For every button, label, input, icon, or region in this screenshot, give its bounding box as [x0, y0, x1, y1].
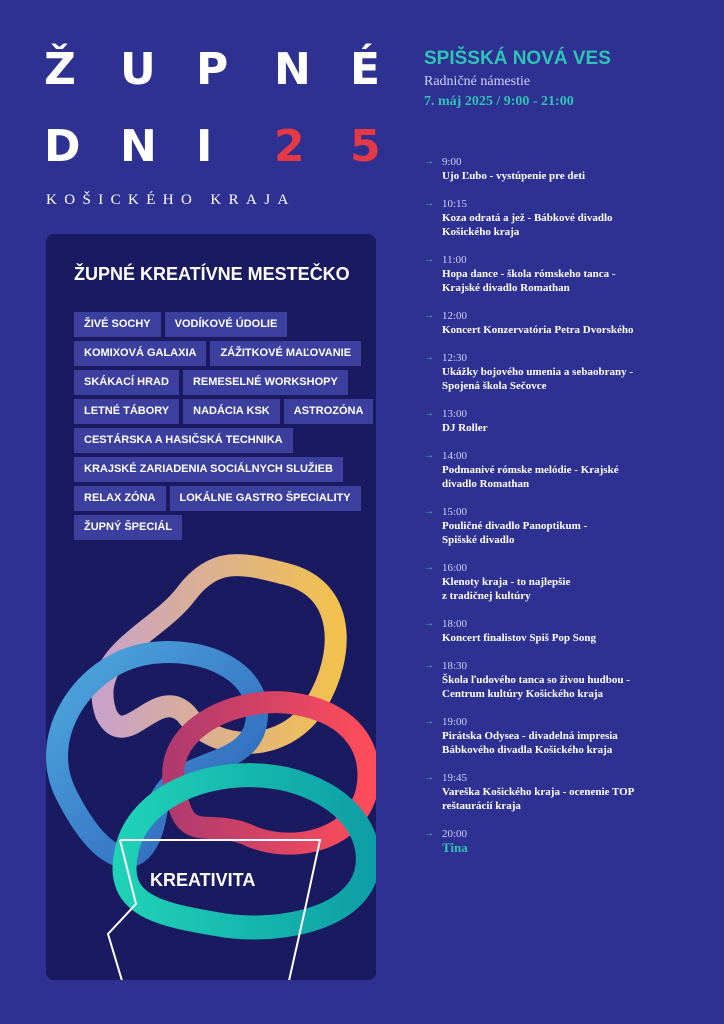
tag-row	[74, 312, 364, 337]
schedule-title: Spišské divadlo	[442, 534, 515, 546]
schedule-title: reštaurácií kraja	[442, 800, 521, 812]
tag-row	[74, 341, 364, 366]
schedule-title: Pouličné divadlo Panoptikum -	[442, 520, 588, 532]
schedule-item	[424, 505, 714, 547]
schedule-title: Krajské divadlo Romathan	[442, 282, 570, 294]
schedule-time: 16:00	[442, 562, 468, 574]
tag-row	[74, 428, 364, 453]
schedule-title: DJ Roller	[442, 422, 488, 434]
schedule-time: 20:00	[442, 828, 468, 840]
panel-title: ŽUPNÉ KREATÍVNE MESTEČKO	[74, 264, 350, 284]
festival-subtitle: KOŠICKÉHO KRAJA	[46, 192, 296, 208]
activity-tag: VODÍKOVÉ ÚDOLIE	[165, 312, 288, 337]
schedule-time: 19:00	[442, 716, 468, 728]
activity-tag: REMESELNÉ WORKSHOPY	[183, 370, 348, 395]
schedule-title: Košického kraja	[442, 226, 520, 238]
tag-row	[74, 515, 364, 540]
schedule-title: divadlo Romathan	[442, 478, 530, 490]
arrow-right-icon: →	[424, 618, 434, 629]
arrow-right-icon: →	[424, 310, 434, 321]
activity-tag: ŽUPNÝ ŠPECIÁL	[74, 515, 182, 540]
program-schedule	[424, 155, 714, 869]
event-date-time: 7. máj 2025 / 9:00 - 21:00	[424, 94, 574, 109]
schedule-item	[424, 827, 714, 855]
creativity-label: KREATIVITA	[150, 870, 256, 890]
activity-tag: RELAX ZÓNA	[74, 486, 166, 511]
activity-tag: SKÁKACÍ HRAD	[74, 370, 179, 395]
arrow-right-icon: →	[424, 772, 434, 783]
venue-name: Radničné námestie	[424, 74, 531, 89]
schedule-time: 10:15	[442, 198, 468, 210]
activity-tag: LOKÁLNE GASTRO ŠPECIALITY	[170, 486, 361, 511]
schedule-time: 19:45	[442, 772, 468, 784]
activity-tag: LETNÉ TÁBORY	[74, 399, 179, 424]
schedule-item	[424, 561, 714, 603]
arrow-right-icon: →	[424, 352, 434, 363]
schedule-title: Škola ľudového tanca so živou hudbou -	[442, 674, 630, 686]
city-name: SPIŠSKÁ NOVÁ VES	[424, 48, 611, 69]
schedule-time: 12:30	[442, 352, 468, 364]
schedule-title: Klenoty kraja - to najlepšie	[442, 576, 571, 588]
title-letter: N	[274, 44, 311, 95]
schedule-time: 18:00	[442, 618, 468, 630]
schedule-title: Koncert finalistov Spiš Pop Song	[442, 632, 597, 644]
creative-town-panel	[46, 234, 376, 980]
schedule-item	[424, 351, 714, 393]
schedule-title: Ukážky bojového umenia a sebaobrany -	[442, 366, 633, 378]
arrow-right-icon: →	[424, 506, 434, 517]
schedule-title: Vareška Košického kraja - ocenenie TOP	[442, 786, 635, 798]
schedule-time: 18:30	[442, 660, 468, 672]
arrow-right-icon: →	[424, 198, 434, 209]
title-letter: P	[196, 44, 229, 95]
tag-row	[74, 399, 364, 424]
activity-tag: ASTROZÓNA	[284, 399, 374, 424]
title-letter: D	[44, 121, 81, 172]
title-letter: N	[120, 121, 157, 172]
arrow-right-icon: →	[424, 450, 434, 461]
arrow-right-icon: →	[424, 254, 434, 265]
schedule-title: Koza odratá a jež - Bábkové divadlo	[442, 212, 613, 224]
schedule-item	[424, 659, 714, 701]
tag-row	[74, 486, 364, 511]
schedule-title: z tradičnej kultúry	[442, 590, 531, 602]
title-letter: I	[196, 121, 213, 172]
schedule-item	[424, 407, 714, 435]
activity-tag: KRAJSKÉ ZARIADENIA SOCIÁLNYCH SLUŽIEB	[74, 457, 343, 482]
arrow-right-icon: →	[424, 660, 434, 671]
schedule-time: 14:00	[442, 450, 468, 462]
title-year-digit: 2	[274, 121, 305, 172]
tag-row	[74, 370, 364, 395]
schedule-time: 15:00	[442, 506, 468, 518]
activity-tags	[74, 312, 364, 544]
schedule-time: 12:00	[442, 310, 468, 322]
schedule-time: 9:00	[442, 156, 462, 168]
arrow-right-icon: →	[424, 408, 434, 419]
arrow-right-icon: →	[424, 716, 434, 727]
schedule-title: Spojená škola Sečovce	[442, 380, 547, 392]
arrow-right-icon: →	[424, 828, 434, 839]
schedule-item	[424, 449, 714, 491]
schedule-title: Tina	[442, 840, 468, 855]
title-letter: Ž	[44, 44, 76, 95]
schedule-item	[424, 771, 714, 813]
tag-row	[74, 457, 364, 482]
title-letter: U	[120, 44, 156, 95]
schedule-item	[424, 617, 714, 645]
activity-tag: KOMIXOVÁ GALAXIA	[74, 341, 206, 366]
schedule-title: Pirátska Odysea - divadelná impresia	[442, 730, 618, 742]
activity-tag: NADÁCIA KSK	[183, 399, 280, 424]
schedule-title: Hopa dance - škola rómskeho tanca -	[442, 268, 616, 280]
schedule-title: Ujo Ľubo - vystúpenie pre deti	[442, 170, 586, 182]
schedule-item	[424, 309, 714, 337]
schedule-title: Podmanivé rómske melódie - Krajské	[442, 464, 619, 476]
schedule-title: Centrum kultúry Košického kraja	[442, 688, 604, 700]
schedule-item	[424, 253, 714, 295]
schedule-title: Bábkového divadla Košického kraja	[442, 744, 613, 756]
activity-tag: CESTÁRSKA A HASIČSKÁ TECHNIKA	[74, 428, 293, 453]
title-year-digit: 5	[350, 121, 381, 172]
schedule-item	[424, 155, 714, 183]
activity-tag: ZÁŽITKOVÉ MAĽOVANIE	[210, 341, 361, 366]
arrow-right-icon: →	[424, 562, 434, 573]
schedule-time: 13:00	[442, 408, 468, 420]
schedule-time: 11:00	[442, 254, 467, 266]
schedule-title: Koncert Konzervatória Petra Dvorského	[442, 324, 634, 336]
activity-tag: ŽIVÉ SOCHY	[74, 312, 161, 337]
title-letter: É	[350, 44, 381, 95]
arrow-right-icon: →	[424, 156, 434, 167]
schedule-item	[424, 715, 714, 757]
schedule-item	[424, 197, 714, 239]
